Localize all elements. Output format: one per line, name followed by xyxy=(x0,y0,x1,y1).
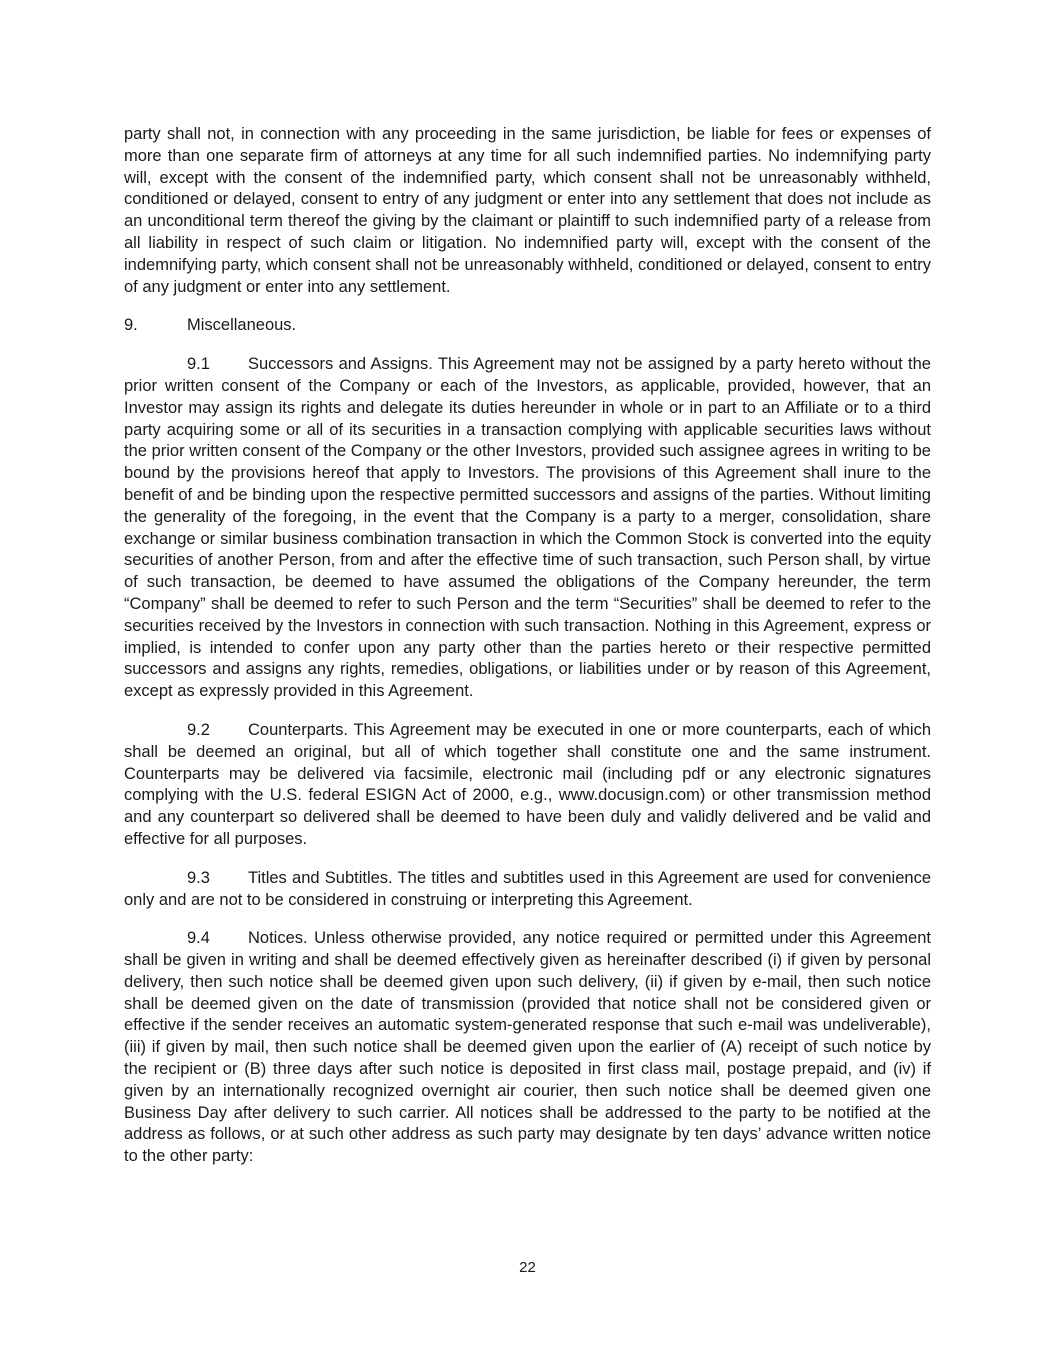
intro-paragraph: party shall not, in connection with any proceeding in the same jurisdiction, be liable for fees or expenses of more than one separate firm of attorneys at any time for all such indemnified parties. No indemnifying party will, except with the consent of the indemnified party, which consent shall not be unreasonably withheld, conditioned or delayed, consent to entry of any judgment or enter into any settlement that does not include as an unconditional term thereof the giving by the claimant or plaintiff to such indemnified party of a release from all liability in respect of such claim or litigation. No indemnified party will, except with the consent of the indemnifying party, which consent shall not be unreasonably withheld, conditioned or delayed, consent to entry of any judgment or enter into any settlement. xyxy=(124,125,931,296)
section-number: 9.2 xyxy=(187,720,210,739)
section-9-3 xyxy=(124,868,931,912)
spacer xyxy=(124,911,931,928)
page-number: 22 xyxy=(519,1259,536,1276)
section-heading-title: Miscellaneous. xyxy=(187,316,297,335)
section-text: Notices. Unless otherwise provided, any notice required or permitted under this Agreement shall be given in writing and shall be deemed effectively given as hereinafter described (i) if given by personal delivery, then such notice shall be deemed given upon such delivery, (ii) if given by e-mail, then such notice shall be deemed given on the date of transmission (provided that notice shall not be considered given or effective if the sender receives an automatic system-generated response that such e-mail was undeliverable), (iii) if given by mail, then such notice shall be deemed given upon the earlier of (A) receipt of such notice by the recipient or (B) three days after such notice is deposited in first class mail, postage prepaid, and (iv) if given by an internationally recognized overnight air courier, then such notice shall be deemed given one Business Day after delivery to such carrier. All notices shall be addressed to the party to be notified at the address as follows, or at such other address as such party may designate by ten days’ advance written notice to the other party: xyxy=(124,929,931,1166)
spacer xyxy=(124,851,931,868)
section-9-4 xyxy=(124,928,931,1168)
section-number: 9.1 xyxy=(187,355,210,374)
section-text: Titles and Subtitles. The titles and subtitles used in this Agreement are used for convenience only and are not to be considered in construing or interpreting this Agreement. xyxy=(124,868,931,909)
spacer xyxy=(124,298,931,315)
section-number: 9.3 xyxy=(187,868,210,887)
section-heading xyxy=(124,315,931,337)
section-text: Counterparts. This Agreement may be executed in one or more counterparts, each of which shall be deemed an original, but all of which together shall constitute one and the same instrument. Counterparts may be delivered via facsimile, electronic mail (including pdf or any electronic signatures complying with the U.S. federal ESIGN Act of 2000, e.g., www.docusign.com) or other transmission method and any counterpart so delivered shall be deemed to have been duly and validly delivered and be valid and effective for all purposes. xyxy=(124,720,931,848)
section-heading-number: 9. xyxy=(124,316,138,335)
spacer xyxy=(124,337,931,354)
page-body xyxy=(124,124,931,1168)
section-text: Successors and Assigns. This Agreement may not be assigned by a party hereto without the prior written consent of the Company or each of the Investors, as applicable, provided, however, that an Investor may assign its rights and delegate its duties hereunder in whole or in part to an Affiliate or to a third party acquiring some or all of its securities in a transaction complying with applicable securities laws without the prior written consent of the Company or the other Investors, provided such assignee agrees in writing to be bound by the provisions hereof that apply to Investors. The provisions of this Agreement shall inure to the benefit of and be binding upon the respective permitted successors and assigns of the parties. Without limiting the generality of the foregoing, in the event that the Company is a party to a merger, consolidation, share exchange or similar business combination transaction in which the Common Stock is converted into the equity securities of another Person, from and after the effective time of such transaction, such Person shall, by virtue of such transaction, be deemed to have assumed the obligations of the Company hereunder, the term “Company” shall be deemed to refer to such Person and the term “Securities” shall be deemed to refer to the securities received by the Investors in connection with such transaction. Nothing in this Agreement, express or implied, is intended to confer upon any party other than the parties hereto or their respective permitted successors and assigns any rights, remedies, obligations, or liabilities under or by reason of this Agreement, except as expressly provided in this Agreement. xyxy=(124,355,931,701)
spacer xyxy=(124,703,931,720)
section-9-2 xyxy=(124,720,931,851)
section-9-1 xyxy=(124,354,931,703)
section-number: 9.4 xyxy=(187,929,210,948)
